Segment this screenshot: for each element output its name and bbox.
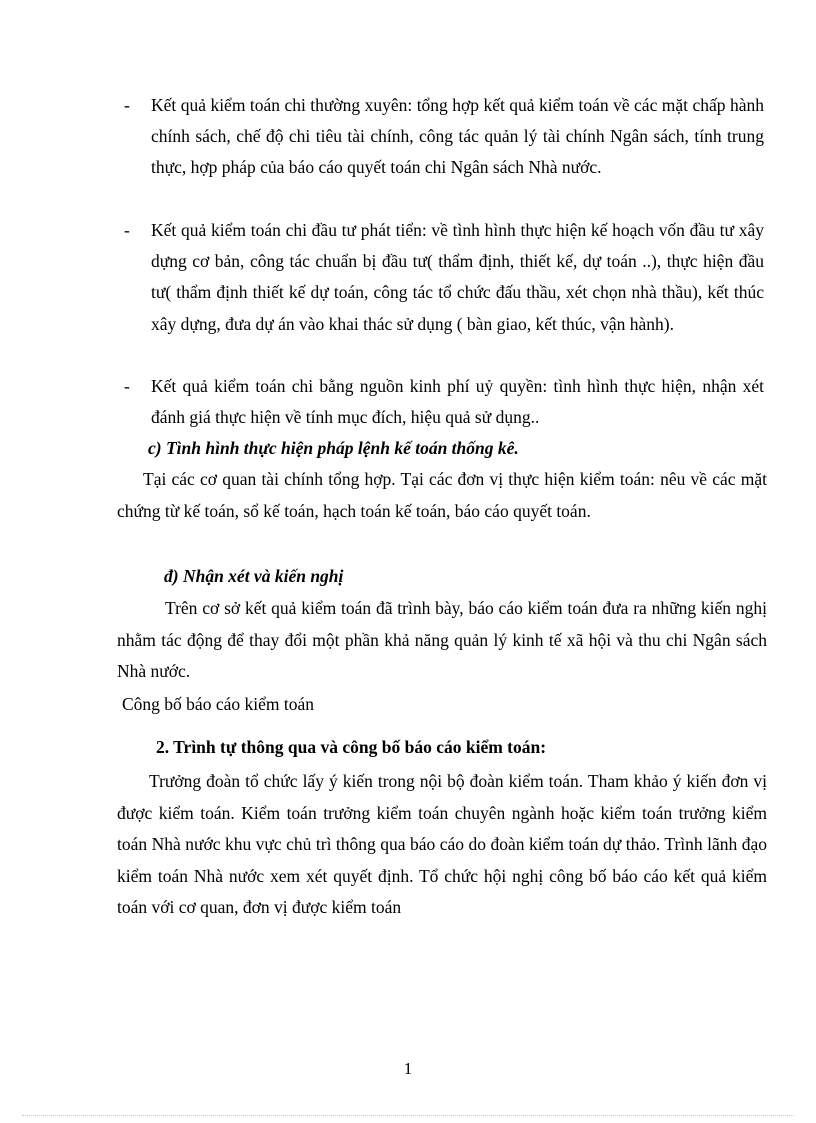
bullet-text: Kết quả kiểm toán chi thường xuyên: tổng hợp kết quả kiểm toán về các mặt chấp hành chính sách, chế độ chi tiêu tài chính, công tác quản lý tài chính Ngân sách, tính trung thực, hợp pháp của báo cáo quyết toán chi Ngân sách Nhà nước. bbox=[151, 95, 764, 178]
section-2-heading: 2. Trình tự thông qua và công bố báo cáo kiểm toán: bbox=[156, 737, 547, 757]
section-c-paragraph: Tại các cơ quan tài chính tổng hợp. Tại các đơn vị thực hiện kiểm toán: nêu về các mặt chứng từ kế toán, sổ kế toán, hạch toán kế toán, báo cáo quyết toán. bbox=[117, 469, 767, 521]
bullet-marker: - bbox=[124, 95, 130, 115]
bullet-item-development-investment bbox=[124, 215, 764, 340]
bullet-text: Kết quả kiểm toán chi đầu tư phát tiển: về tình hình thực hiện kế hoạch vốn đầu tư xây dựng cơ bản, công tác chuẩn bị đầu tư( thẩm định, thiết kế, dự toán ..), thực hiện đầu tư( thẩm định thiết kế dự toán, công tác tổ chức đấu thầu, xét chọn nhà thầu), kết thúc xây dựng, đưa dự án vào khai thác sử dụng ( bàn giao, kết thúc, vận hành). bbox=[151, 220, 764, 334]
bullet-marker: - bbox=[124, 220, 130, 240]
bullet-text: Kết quả kiểm toán chi bằng nguồn kinh phí uỷ quyền: tình hình thực hiện, nhận xét đánh giá thực hiện về tính mục đích, hiệu quả sử dụng.. bbox=[151, 376, 764, 428]
section-c-heading: c) Tình hình thực hiện pháp lệnh kế toán thống kê. bbox=[148, 438, 519, 458]
section-2-paragraph: Trưởng đoàn tổ chức lấy ý kiến trong nội bộ đoàn kiểm toán. Tham khảo ý kiến đơn vị được kiểm toán. Kiểm toán trưởng kiểm toán chuyên ngành hoặc kiểm toán trưởng kiểm toán Nhà nước khu vực chủ trì thông qua báo cáo do đoàn kiểm toán dự thảo. Trình lãnh đạo kiểm toán Nhà nước xem xét quyết định. Tổ chức hội nghị công bố báo cáo kết quả kiểm toán với cơ quan, đơn vị được kiểm toán bbox=[117, 771, 767, 917]
page-number: 1 bbox=[403, 1059, 413, 1078]
bullet-item-authorized-funding bbox=[124, 371, 764, 433]
section-d-heading: đ) Nhận xét và kiến nghị bbox=[164, 566, 344, 586]
bullet-item-recurring-expenditure bbox=[124, 90, 764, 184]
announce-line: Công bố báo cáo kiểm toán bbox=[122, 694, 314, 714]
footer-divider bbox=[22, 1115, 794, 1116]
section-d-paragraph: Trên cơ sở kết quả kiểm toán đã trình bày, báo cáo kiểm toán đưa ra những kiến nghị nhằm tác động để thay đổi một phần khả năng quản lý kinh tế xã hội và thu chi Ngân sách Nhà nước. bbox=[117, 598, 767, 681]
bullet-marker: - bbox=[124, 376, 130, 396]
